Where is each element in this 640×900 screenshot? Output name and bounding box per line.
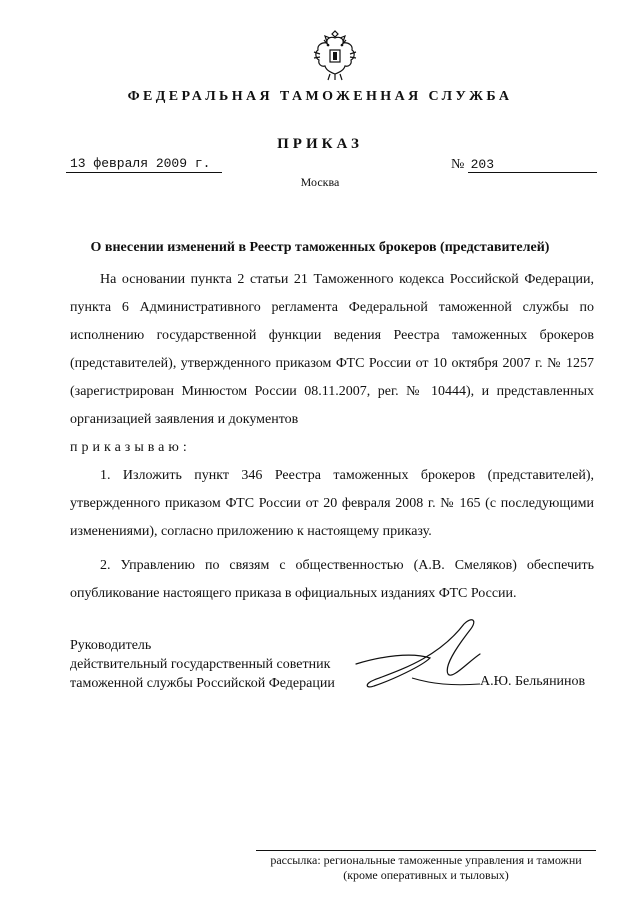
order-item-2: 2. Управлению по связям с общественностью (А.В. Смеляков) обеспечить опубликование настоящего приказа в официальных изданиях ФТС России. — [70, 558, 594, 601]
signatory-line-1: Руководитель — [70, 638, 152, 653]
order-word: приказываю: — [70, 440, 191, 455]
signatory-line-3: таможенной службы Российской Федерации — [70, 676, 335, 691]
number-value: 203 — [468, 157, 597, 173]
document-city: Москва — [300, 175, 340, 189]
preamble-paragraph: На основании пункта 2 статьи 21 Таможенного кодекса Российской Федерации, пункта 6 Административного регламента Федеральной таможенной службы по исполнению государственной функции ведения Реестра таможенных брокеров (представителей), утвержденного приказом ФТС России от 10 октября 2007 г. № 1257 (зарегистрирован Минюстом России 08.11.2007, рег. № 10444), и представленных организацией заявления и документов — [70, 272, 594, 427]
signatory-line-2: действительный государственный советник — [70, 657, 331, 672]
document-number — [451, 156, 597, 173]
document-type: ПРИКАЗ — [277, 136, 363, 152]
signer-name: А.Ю. Бельянинов — [480, 674, 586, 689]
coat-of-arms-icon — [312, 30, 358, 82]
agency-name: ФЕДЕРАЛЬНАЯ ТАМОЖЕННАЯ СЛУЖБА — [127, 89, 513, 104]
signatory-title — [70, 636, 335, 693]
mailing-list — [256, 850, 596, 883]
document-subject: О внесении изменений в Реестр таможенных брокеров (представителей) — [90, 240, 550, 255]
document-date: 13 февраля 2009 г. — [66, 156, 222, 173]
number-label: № — [451, 157, 465, 172]
handwritten-signature — [352, 614, 502, 704]
mailing-line-2: (кроме оперативных и тыловых) — [343, 868, 509, 882]
order-item-1: 1. Изложить пункт 346 Реестра таможенных брокеров (представителей), утвержденного приказом ФТС России от 20 февраля 2008 г. № 165 (с последующими изменениями), согласно приложению к настоящему приказу. — [70, 468, 594, 539]
document-body — [70, 266, 594, 608]
mailing-line-1: рассылка: региональные таможенные управления и таможни — [270, 853, 582, 867]
